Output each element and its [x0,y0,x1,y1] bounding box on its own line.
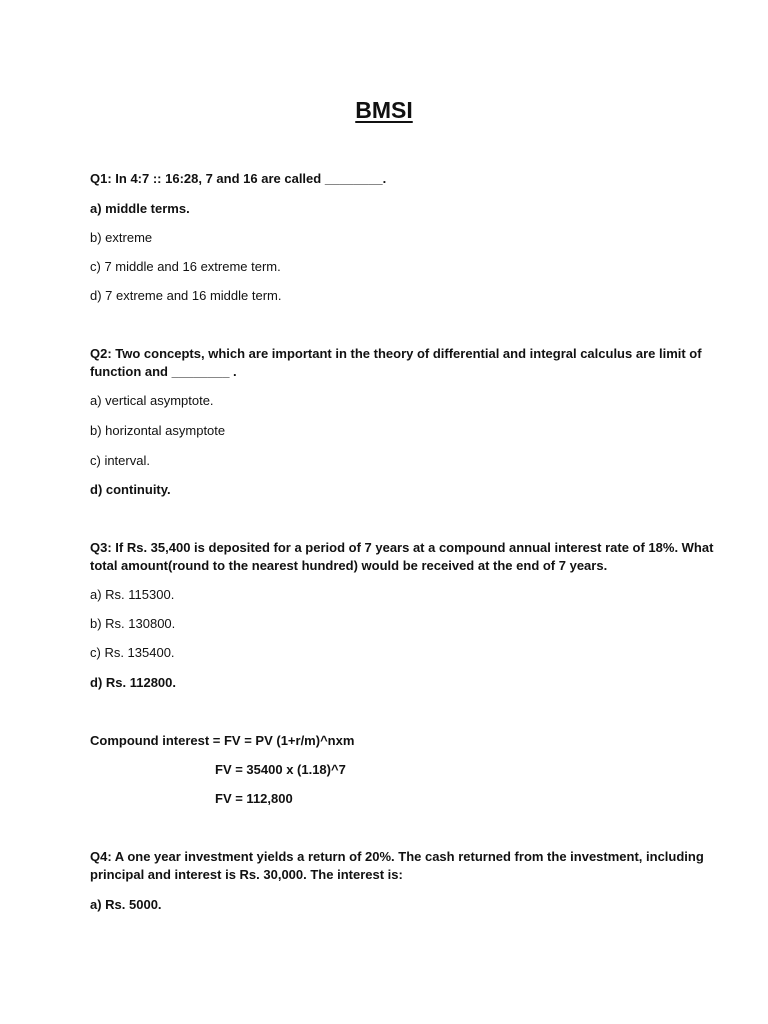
q3-solution-result: FV = 112,800 [215,791,293,806]
q2-option-d: d) continuity. [90,482,171,497]
document-title [0,97,768,124]
q4-question-line1: Q4: A one year investment yields a return of 20%. The cash returned from the investment, including [90,849,704,864]
q3-question-line2: total amount(round to the nearest hundred) would be received at the end of 7 years. [90,558,608,573]
q2-question-line1: Q2: Two concepts, which are important in the theory of differential and integral calculus are limit of [90,346,702,361]
q4-question-line2: principal and interest is Rs. 30,000. The interest is: [90,867,403,882]
q1-option-c: c) 7 middle and 16 extreme term. [90,259,281,274]
q3-question-line1: Q3: If Rs. 35,400 is deposited for a period of 7 years at a compound annual interest rate of 18%. What [90,540,714,555]
q1-question: Q1: In 4:7 :: 16:28, 7 and 16 are called ________. [90,171,387,186]
title-text: BMSI [355,97,413,123]
q3-option-b: b) Rs. 130800. [90,616,176,631]
q2-option-a: a) vertical asymptote. [90,393,214,408]
q3-solution-step: FV = 35400 x (1.18)^7 [215,762,346,777]
q3-option-d: d) Rs. 112800. [90,675,176,690]
q1-option-d: d) 7 extreme and 16 middle term. [90,288,282,303]
q1-option-a: a) middle terms. [90,201,190,216]
q1-option-b: b) extreme [90,230,153,245]
q4-option-a: a) Rs. 5000. [90,897,162,912]
q3-option-a: a) Rs. 115300. [90,587,175,602]
q2-option-c: c) interval. [90,453,150,468]
q2-option-b: b) horizontal asymptote [90,423,226,438]
q3-solution-formula: Compound interest = FV = PV (1+r/m)^nxm [90,733,355,748]
q2-question-line2: function and ________ . [90,364,237,379]
q3-option-c: c) Rs. 135400. [90,645,175,660]
